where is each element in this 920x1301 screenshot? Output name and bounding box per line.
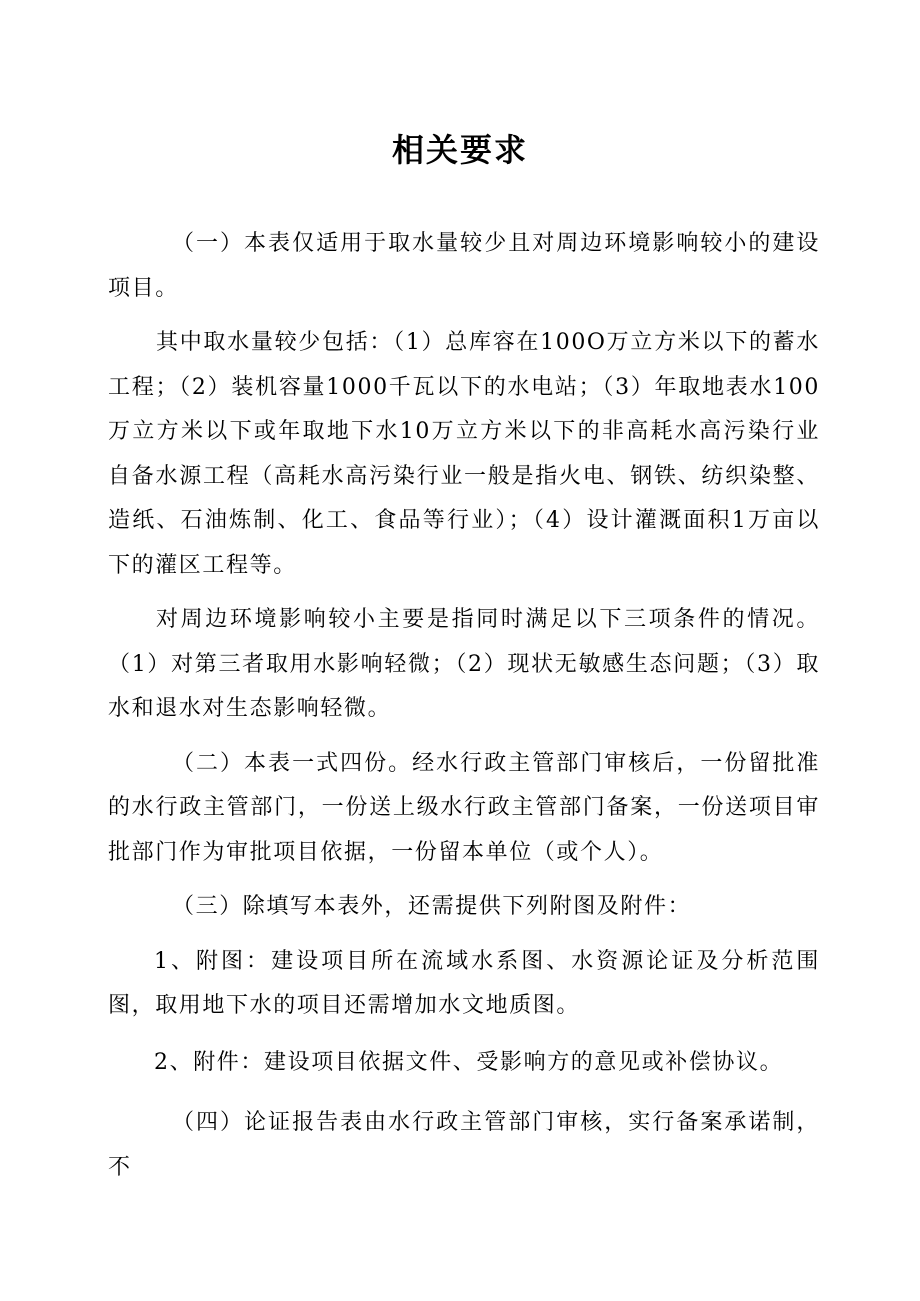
paragraph-attached-figures: 1、附图：建设项目所在流域水系图、水资源论证及分析范围图，取用地下水的项目还需增加水文地质图。 bbox=[108, 948, 820, 1018]
paragraph-attached-files: 2、附件：建设项目依据文件、受影响方的意见或补偿协议。 bbox=[154, 1049, 784, 1075]
document-body bbox=[108, 222, 820, 1190]
paragraph-review: （四）论证报告表由水行政主管部门审核，实行备案承诺制，不 bbox=[108, 1110, 820, 1180]
page-title: 相关要求 bbox=[391, 131, 528, 169]
paragraph-copies: （二）本表一式四份。经水行政主管部门审核后，一份留批准的水行政主管部门，一份送上级水行政主管部门备案，一份送项目审批部门作为审批项目依据，一份留本单位（或个人）。 bbox=[108, 750, 820, 865]
paragraph-low-environmental-impact: 对周边环境影响较小主要是指同时满足以下三项条件的情况。（1）对第三者取用水影响轻微；（2）现状无敏感生态问题；（3）取水和退水对生态影响轻微。 bbox=[108, 607, 820, 721]
paragraph-low-water-intake: 其中取水量较少包括：（1）总库容在100O万立方米以下的蓄水工程；（2）装机容量1000千瓦以下的水电站；（3）年取地表水100万立方米以下或年取地下水10万立方米以下的非高耗水高污染行业自备水源工程（高耗水高污染行业一般是指火电、钢铁、纺织染整、造纸、石油炼制、化工、食品等行业）；（4）设计灌溉面积1万亩以下的灌区工程等。 bbox=[108, 330, 820, 578]
paragraph-scope: （一）本表仅适用于取水量较少且对周边环境影响较小的建设项目。 bbox=[108, 231, 820, 301]
paragraph-attachments-intro: （三）除填写本表外，还需提供下列附图及附件： bbox=[172, 894, 692, 919]
